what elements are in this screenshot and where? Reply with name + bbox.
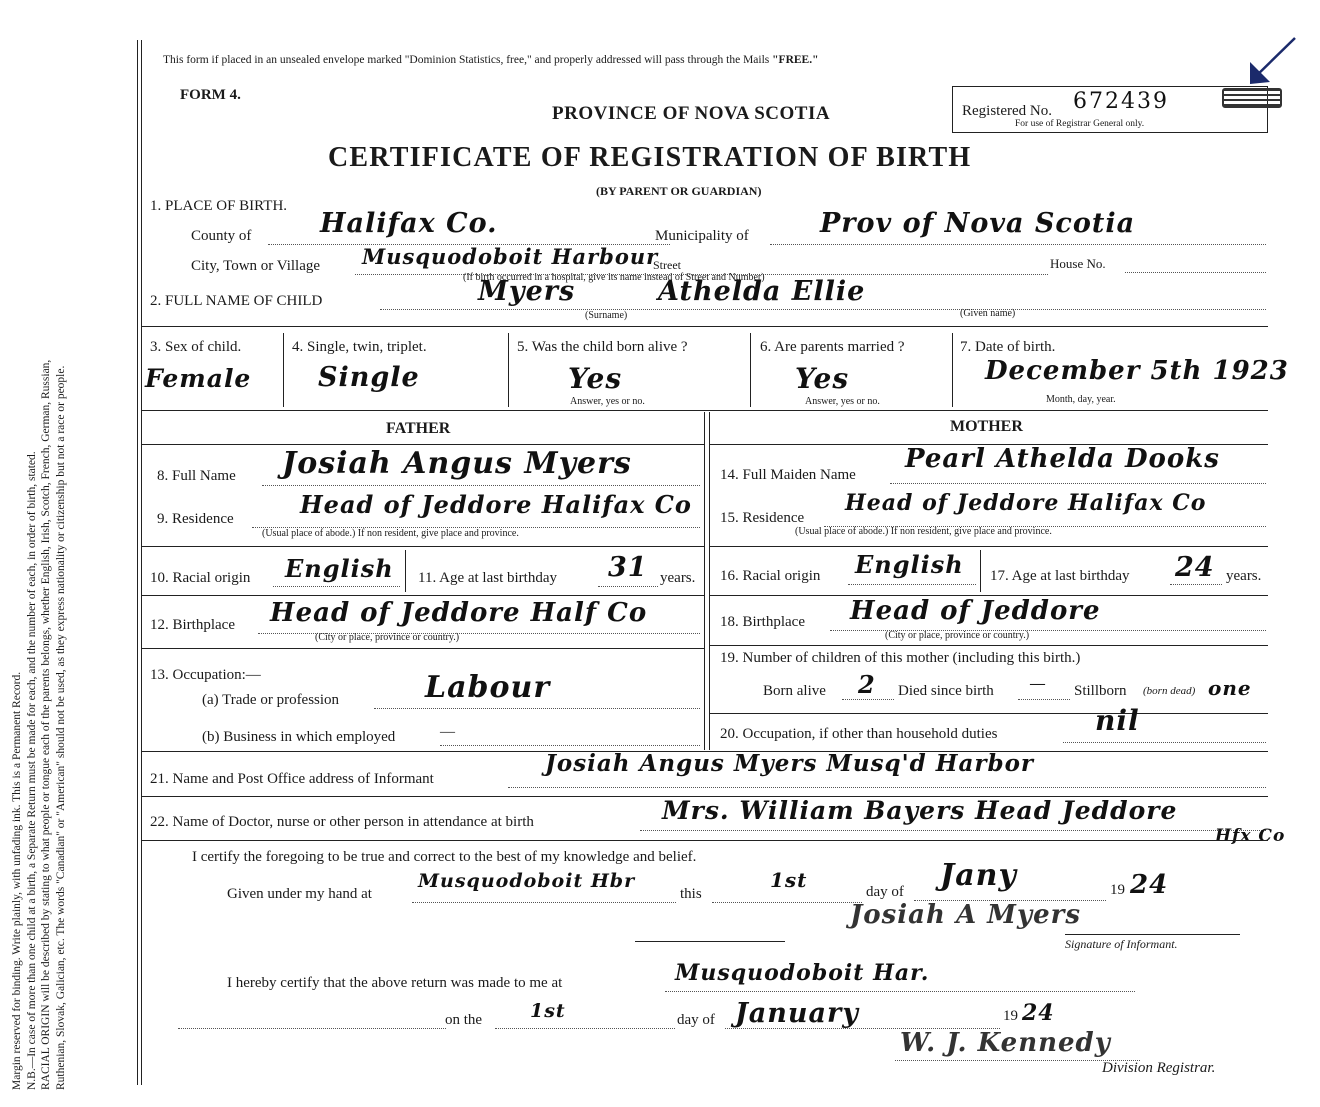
father-birthplace-label: 12. Birthplace xyxy=(150,617,235,633)
surname-entry: Myers xyxy=(478,276,576,307)
informant-signature: Josiah A Myers xyxy=(850,900,1081,930)
died-entry: — xyxy=(1030,676,1045,692)
father-heading: FATHER xyxy=(386,420,451,437)
city-entry: Musquodoboit Harbour xyxy=(362,244,659,269)
municipality-label: Municipality of xyxy=(655,228,749,244)
father-racial-line xyxy=(273,586,400,587)
column-divider xyxy=(709,412,710,750)
occupation-label: 13. Occupation:— xyxy=(150,667,261,683)
born-alive-entry: Yes xyxy=(568,362,623,395)
postal-notice-text: This form if placed in an unsealed envelope marked "Dominion Statistics, free," and properly addressed will pass through the Mails xyxy=(163,54,773,66)
mother-occupation-label: 20. Occupation, if other than household duties xyxy=(720,726,998,742)
form-number: FORM 4. xyxy=(180,87,241,103)
mother-age-label: 17. Age at last birthday xyxy=(990,568,1130,584)
mother-birthplace-label: 18. Birthplace xyxy=(720,614,805,630)
attendant-label: 22. Name of Doctor, nurse or other person in attendance at birth xyxy=(150,814,534,830)
made-at-line xyxy=(665,991,1135,992)
city-label: City, Town or Village xyxy=(191,258,321,274)
children-label: 19. Number of children of this mother (including this birth.) xyxy=(720,650,1081,666)
registrar-signature: W. J. Kennedy xyxy=(900,1028,1111,1058)
died-line xyxy=(1018,699,1070,700)
mother-residence-entry: Head of Jeddore Halifax Co xyxy=(845,490,1207,516)
father-age-entry: 31 xyxy=(608,552,648,583)
made-month-entry: January xyxy=(735,998,859,1029)
father-age-label: 11. Age at last birthday xyxy=(418,570,557,586)
registered-label: Registered No. xyxy=(962,103,1052,119)
stillborn-label: Stillborn xyxy=(1074,683,1127,699)
margin-line: Margin reserved for binding. Write plainly, with unfading ink. This is a Permanent Record. xyxy=(11,671,23,1090)
father-years-label: years. xyxy=(660,570,696,586)
arrow-mark-icon xyxy=(1240,34,1300,94)
day-of-label: day of xyxy=(866,884,904,900)
informant-line xyxy=(508,787,1266,788)
father-name-label: 8. Full Name xyxy=(157,468,236,484)
informant-label: 21. Name and Post Office address of Informant xyxy=(150,771,434,787)
registration-box xyxy=(952,86,1268,133)
trade-line xyxy=(374,708,700,709)
mother-racial-entry: English xyxy=(855,550,964,579)
postal-notice xyxy=(163,54,818,66)
postal-free: "FREE." xyxy=(772,54,819,66)
county-label: County of xyxy=(191,228,252,244)
certify-statement: I certify the foregoing to be true and correct to the best of my knowledge and belief. xyxy=(192,849,697,865)
mother-residence-caption: (Usual place of abode.) If non resident, give place and province. xyxy=(795,526,1052,537)
margin-line: N.B.—In case of more than one child at a birth, a Separate Return must be made for each, and the number of each, in order of birth, stated. xyxy=(25,451,38,1090)
date-caption: Month, day, year. xyxy=(1046,394,1116,405)
attendant-entry: Mrs. William Bayers Head Jeddore xyxy=(662,796,1178,825)
divider xyxy=(142,410,1268,411)
born-alive-count-line xyxy=(842,699,894,700)
cell-divider xyxy=(405,550,406,592)
mother-birthplace-entry: Head of Jeddore xyxy=(850,596,1101,626)
divider xyxy=(142,595,704,596)
made-year-entry: 24 xyxy=(1022,1000,1055,1026)
certificate-subtitle: (BY PARENT OR GUARDIAN) xyxy=(596,184,762,198)
given-name-entry: Athelda Ellie xyxy=(658,276,866,307)
divider xyxy=(142,648,704,649)
father-residence-caption: (Usual place of abode.) If non resident, give place and province. xyxy=(262,528,519,539)
municipality-entry: Prov of Nova Scotia xyxy=(820,208,1136,239)
given-month-entry: Jany xyxy=(940,858,1017,893)
cell-divider xyxy=(283,333,284,407)
mother-name-line xyxy=(890,483,1266,484)
given-year-entry: 24 xyxy=(1130,870,1169,900)
father-name-entry: Josiah Angus Myers xyxy=(282,446,632,481)
father-residence-label: 9. Residence xyxy=(157,511,234,527)
margin-line: Ruthenian, Slovak, Galician, etc. The words "Canadian" or "American" should not be used, as they express nationality or citizenship but not a race or people. xyxy=(54,365,67,1090)
given-day-entry: 1st xyxy=(770,868,808,892)
divider xyxy=(709,645,1268,646)
trade-label: (a) Trade or profession xyxy=(202,692,340,708)
divider xyxy=(142,840,1268,841)
born-alive-caption: Answer, yes or no. xyxy=(570,396,645,407)
registrar-note: For use of Registrar General only. xyxy=(1015,119,1145,129)
street-label: Street xyxy=(653,258,681,272)
cell-divider xyxy=(980,550,981,592)
made-day-line xyxy=(495,1028,675,1029)
divider xyxy=(709,713,1268,714)
mother-name-label: 14. Full Maiden Name xyxy=(720,467,856,483)
on-the-leading-line xyxy=(178,1028,446,1029)
mother-age-entry: 24 xyxy=(1175,552,1215,583)
trade-entry: Labour xyxy=(425,670,551,705)
mother-years-label: years. xyxy=(1226,568,1262,584)
father-racial-label: 10. Racial origin xyxy=(150,570,251,586)
father-birthplace-entry: Head of Jeddore Half Co xyxy=(270,598,648,628)
mother-occupation-line xyxy=(1063,742,1266,743)
business-line xyxy=(440,745,700,746)
born-dead-caption: (born dead) xyxy=(1143,685,1196,697)
business-entry: — xyxy=(440,724,455,740)
divider xyxy=(142,326,1268,327)
mother-heading: MOTHER xyxy=(950,418,1023,435)
parents-married-label: 6. Are parents married ? xyxy=(760,339,905,355)
parents-married-caption: Answer, yes or no. xyxy=(805,396,880,407)
binding-border-inner xyxy=(141,40,142,1085)
mother-racial-line xyxy=(848,584,976,585)
registrar-caption: Division Registrar. xyxy=(1102,1060,1216,1076)
father-residence-entry: Head of Jeddore Halifax Co xyxy=(300,490,692,519)
made-day-entry: 1st xyxy=(530,1000,566,1022)
date-of-birth-label: 7. Date of birth. xyxy=(960,339,1056,355)
cell-divider xyxy=(508,333,509,407)
born-alive-count-entry: 2 xyxy=(858,670,876,699)
mother-occupation-entry: nil xyxy=(1095,704,1140,737)
given-name-caption: (Given name) xyxy=(960,308,1016,319)
registered-number: 672439 xyxy=(1073,89,1169,114)
informant-entry: Josiah Angus Myers Musq'd Harbor xyxy=(545,750,1035,777)
signature-line xyxy=(1065,934,1240,935)
cell-divider xyxy=(952,333,953,407)
sex-label: 3. Sex of child. xyxy=(150,339,242,355)
divider xyxy=(709,546,1268,547)
parents-married-entry: Yes xyxy=(795,362,850,395)
county-entry: Halifax Co. xyxy=(320,208,498,239)
mother-name-entry: Pearl Athelda Dooks xyxy=(905,444,1220,474)
business-label: (b) Business in which employed xyxy=(202,729,396,745)
mother-residence-label: 15. Residence xyxy=(720,510,805,526)
margin-instructions xyxy=(10,30,130,1090)
surname-caption: (Surname) xyxy=(585,310,628,321)
died-label: Died since birth xyxy=(898,683,994,699)
father-age-line xyxy=(598,586,658,587)
father-birthplace-caption: (City or place, province or country.) xyxy=(315,632,460,643)
column-divider xyxy=(704,412,705,750)
full-name-label: 2. FULL NAME OF CHILD xyxy=(150,293,323,309)
given-at-entry: Musquodoboit Hbr xyxy=(418,870,636,892)
given-at-line xyxy=(412,902,676,903)
full-name-line xyxy=(380,309,1266,310)
born-alive-label: 5. Was the child born alive ? xyxy=(517,339,688,355)
certificate-title: CERTIFICATE OF REGISTRATION OF BIRTH xyxy=(328,142,972,173)
date-of-birth-entry: December 5th 1923 xyxy=(985,356,1289,386)
cell-divider xyxy=(750,333,751,407)
hospital-note: (If birth occurred in a hospital, give its name instead of Street and Number) xyxy=(463,272,765,283)
this-label: this xyxy=(680,886,702,902)
given-under-label: Given under my hand at xyxy=(227,886,372,902)
municipality-line xyxy=(770,244,1266,245)
on-the-label: on the xyxy=(445,1012,483,1028)
separator-line xyxy=(635,941,785,942)
province-heading: PROVINCE OF NOVA SCOTIA xyxy=(552,103,831,124)
stillborn-entry: one xyxy=(1208,676,1252,700)
plurality-label: 4. Single, twin, triplet. xyxy=(292,339,427,355)
mother-age-line xyxy=(1170,584,1222,585)
hereby-label: I hereby certify that the above return was made to me at xyxy=(227,975,563,991)
born-alive-count-label: Born alive xyxy=(763,683,826,699)
house-no-line xyxy=(1125,272,1266,273)
year-prefix: 19 xyxy=(1110,882,1125,898)
sex-entry: Female xyxy=(145,364,252,393)
mother-racial-label: 16. Racial origin xyxy=(720,568,821,584)
attendant-line xyxy=(640,830,1266,831)
margin-line: RACIAL ORIGIN will be described by stating to what people or tongue each of the parents belongs, whether English, Irish, Scotch, French, German, Russian, xyxy=(40,359,52,1090)
given-day-line xyxy=(712,902,862,903)
signature-caption: Signature of Informant. xyxy=(1065,937,1178,951)
father-name-line xyxy=(262,485,700,486)
mother-birthplace-caption: (City or place, province or country.) xyxy=(885,630,1030,641)
divider xyxy=(142,444,704,445)
house-no-label: House No. xyxy=(1050,256,1106,271)
divider xyxy=(142,546,704,547)
day-of-label-2: day of xyxy=(677,1012,715,1028)
place-of-birth-label: 1. PLACE OF BIRTH. xyxy=(150,198,288,214)
attendant-entry-cont: Hfx Co xyxy=(1215,826,1286,846)
made-at-entry: Musquodoboit Har. xyxy=(675,960,930,986)
plurality-entry: Single xyxy=(318,362,420,393)
father-racial-entry: English xyxy=(285,554,394,583)
year-prefix-2: 19 xyxy=(1003,1008,1018,1024)
binding-border xyxy=(137,40,138,1085)
